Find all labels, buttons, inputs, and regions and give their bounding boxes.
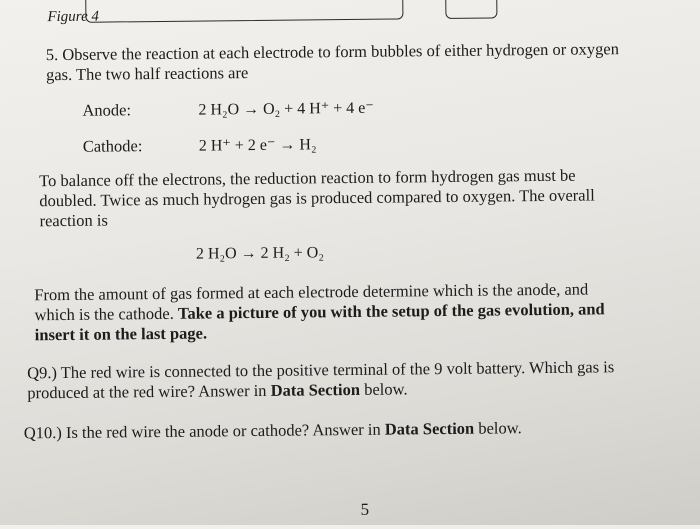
gas-line-2-bold: Take a picture of you with the setup of the gas evolution, and <box>177 299 605 323</box>
cathode-equation: 2 H⁺ + 2 e⁻ → H₂ <box>198 136 317 155</box>
q9-line-2-end: below. <box>359 379 408 399</box>
figure-frame-right <box>445 0 497 19</box>
balance-line-3: reaction is <box>39 210 108 231</box>
balance-line-2: doubled. Twice as much hydrogen gas is produced compared to oxygen. The overall <box>39 185 595 211</box>
anode-label: Anode: <box>82 100 132 120</box>
overall-equation: 2 H₂O → 2 H₂ + O₂ <box>195 244 324 263</box>
figure-label: Figure 4 <box>47 8 100 26</box>
gas-line-3: insert it on the last page. <box>34 323 208 345</box>
balance-line-1: To balance off the electrons, the reduction reaction to form hydrogen gas must be <box>39 165 576 191</box>
intro-line-2: gas. The two half reactions are <box>45 63 249 85</box>
q9-line-2-plain: produced at the red wire? Answer in <box>27 380 271 403</box>
gas-line-1: From the amount of gas formed at each electrode determine which is the anode, and <box>34 279 589 305</box>
q9-line-2 <box>27 379 407 403</box>
gas-line-2-plain: which is the cathode. <box>34 303 179 325</box>
q9-line-2-bold: Data Section <box>270 379 361 400</box>
anode-equation: 2 H₂O → O₂ + 4 H⁺ + 4 e⁻ <box>198 99 374 119</box>
q9-line-1: Q9.) The red wire is connected to the positive terminal of the 9 volt battery. Which gas is <box>27 357 615 383</box>
q10-end: below. <box>474 418 522 438</box>
figure-frame-left <box>85 0 403 23</box>
page-number: 5 <box>360 499 370 519</box>
q10-bold: Data Section <box>384 418 475 439</box>
cathode-label: Cathode: <box>82 136 143 156</box>
q10-plain: Q10.) Is the red wire the anode or cathode? Answer in <box>23 419 385 443</box>
q10-line <box>24 418 522 443</box>
intro-line-1: 5. Observe the reaction at each electrode to form bubbles of either hydrogen or oxygen <box>45 39 620 65</box>
